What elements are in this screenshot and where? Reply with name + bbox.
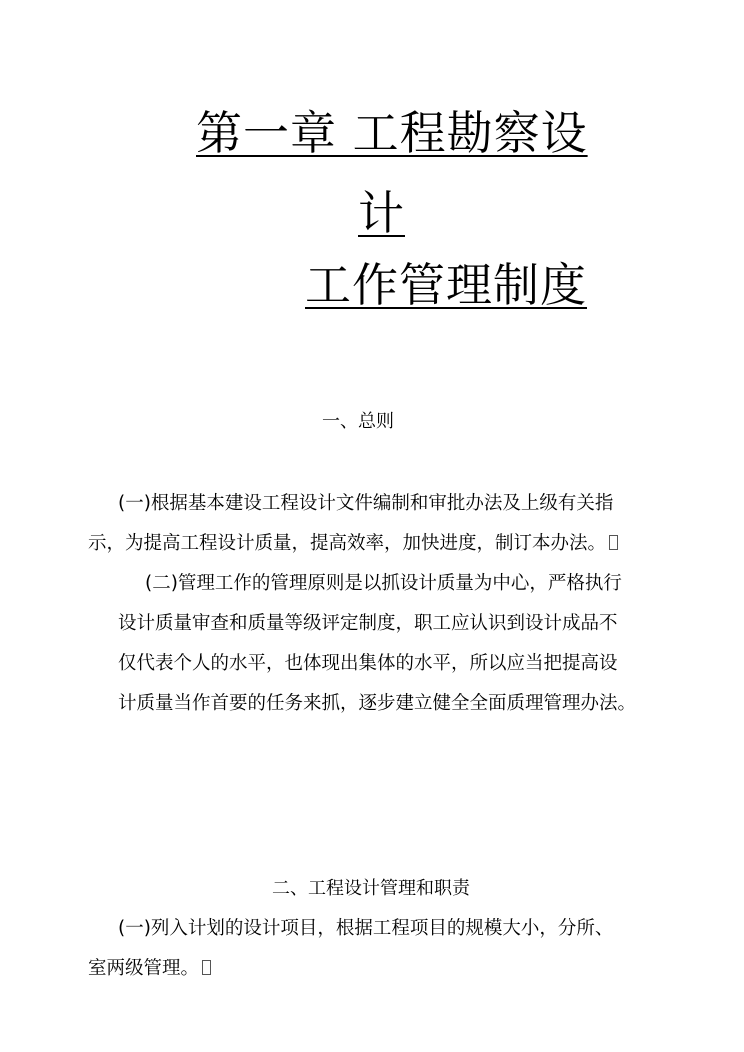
paragraph-2-1: [118, 909, 613, 949]
section-heading-design-management: 二、工程设计管理和职责: [272, 878, 470, 899]
section-heading-general: 一、总则: [322, 411, 394, 432]
paragraph-line: 仅代表个人的水平，也体现出集体的水平，所以应当把提高设: [118, 653, 618, 674]
chapter-title-line-2: 计: [358, 186, 405, 240]
paragraph-line: 计质量当作首要的任务来抓，逐步建立健全全面质理管理办法。: [118, 693, 637, 714]
paragraph-mark-icon: [609, 535, 618, 550]
paragraph-1-1: [118, 484, 613, 524]
paragraph-1-2-cont: [118, 604, 636, 724]
paragraph-line: 设计质量审查和质量等级评定制度，职工应认识到设计成品不: [118, 613, 618, 634]
paragraph-1-1-cont: [88, 524, 618, 564]
paragraph-2-1-cont: [88, 949, 211, 989]
paragraph-line: 室两级管理。: [88, 958, 200, 979]
paragraph-1-2: [145, 564, 622, 604]
chapter-title-line-1: 第一章 工程勘察设: [196, 106, 588, 160]
chapter-title-line-3: 工作管理制度: [305, 258, 587, 312]
paragraph-line: 示，为提高工程设计质量，提高效率，加快进度，制订本办法。: [88, 533, 607, 554]
paragraph-line: (一)列入计划的设计项目，根据工程项目的规模大小，分所、: [118, 918, 614, 939]
paragraph-line: (二)管理工作的管理原则是以抓设计质量为中心，严格执行: [145, 573, 622, 594]
paragraph-line: (一)根据基本建设工程设计文件编制和审批办法及上级有关指: [118, 493, 614, 514]
paragraph-mark-icon: [202, 960, 211, 975]
